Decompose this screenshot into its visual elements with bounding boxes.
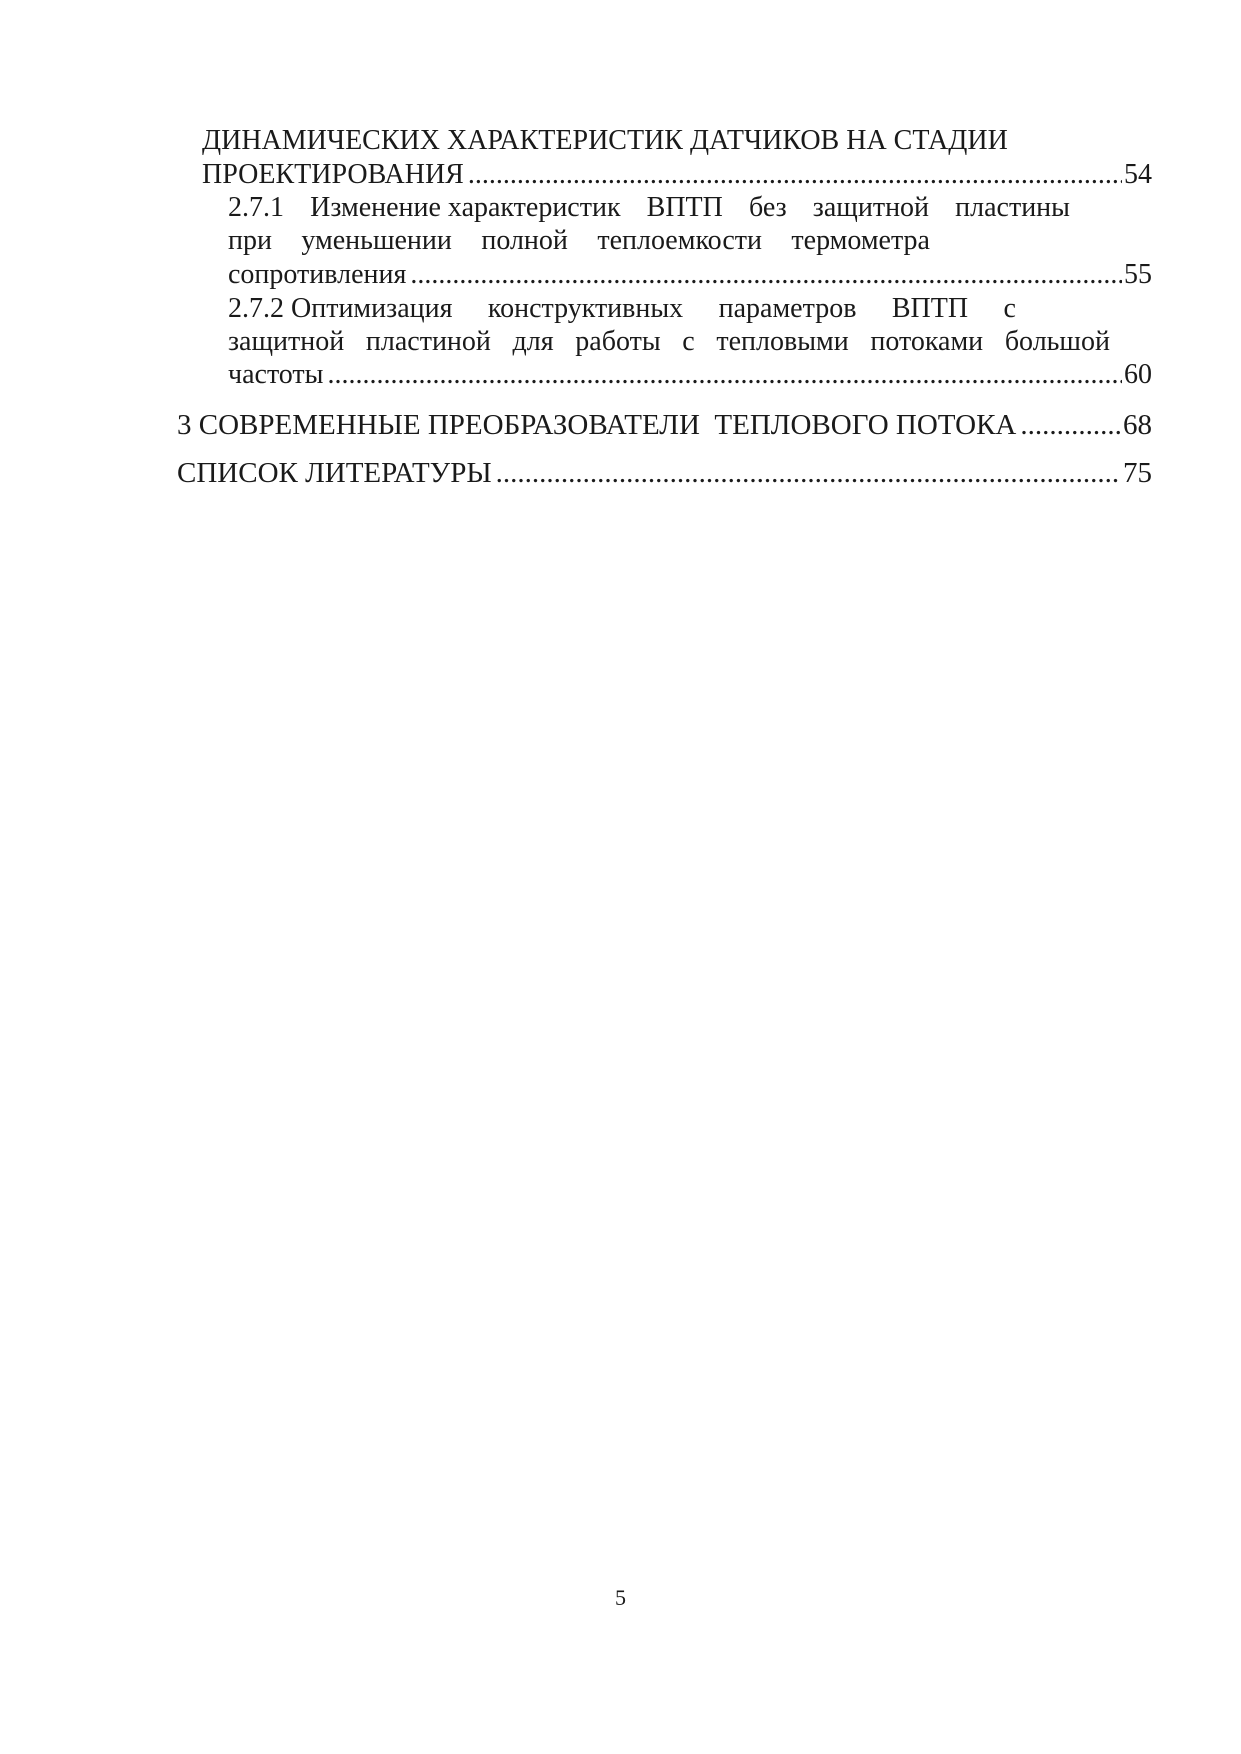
toc-word: без <box>748 192 787 223</box>
toc-word: тепловыми <box>716 326 849 357</box>
toc-word: ВПТП <box>646 192 723 223</box>
toc-word: потоками <box>870 326 984 357</box>
toc-word: при <box>228 225 272 256</box>
toc-word: параметров <box>718 293 857 324</box>
toc-page-number: 68 <box>1123 409 1152 441</box>
toc-word: Изменение характеристик <box>310 192 621 223</box>
toc-entry-text: частоты <box>228 359 324 390</box>
dot-leader <box>410 258 1122 292</box>
toc-word: ВПТП <box>891 293 969 324</box>
toc-word: 2.7.2 Оптимизация <box>228 293 453 324</box>
page-number: 5 <box>615 1585 626 1610</box>
toc-entry-references[interactable] <box>177 456 1152 490</box>
toc-word: теплоемкости <box>597 225 762 256</box>
dot-leader <box>1020 408 1121 442</box>
toc-word: большой <box>1004 326 1110 357</box>
toc-word: конструктивных <box>487 293 684 324</box>
toc-word: полной <box>481 225 568 256</box>
toc-entry-2-7-1-line2 <box>228 224 930 258</box>
dot-leader <box>327 358 1122 392</box>
toc-word: пластины <box>955 192 1070 223</box>
toc-word: термометра <box>791 225 930 256</box>
toc-word: для <box>512 326 554 357</box>
toc-entry-text: ДИНАМИЧЕСКИХ ХАРАКТЕРИСТИК ДАТЧИКОВ НА СТАДИИ <box>202 125 1008 156</box>
toc-entry-2-7-1-line3[interactable] <box>228 258 1152 292</box>
toc-word: с <box>682 326 695 357</box>
toc-entry-text: СПИСОК ЛИТЕРАТУРЫ <box>177 457 492 489</box>
dot-leader <box>468 158 1122 192</box>
toc-entry-text: 3 СОВРЕМЕННЫЕ ПРЕОБРАЗОВАТЕЛИ ТЕПЛОВОГО ПОТОКА <box>177 409 1017 441</box>
toc-word: защитной <box>228 326 345 357</box>
toc-entry-3[interactable] <box>177 408 1152 442</box>
toc-word: с <box>1003 293 1016 324</box>
toc-word: 2.7.1 <box>228 192 284 223</box>
toc-word: защитной <box>812 192 930 223</box>
toc-entry-text: ПРОЕКТИРОВАНИЯ <box>202 159 464 190</box>
toc-entry-2-7-line1 <box>202 124 1008 158</box>
toc-entry-text: сопротивления <box>228 259 407 290</box>
toc-page-number: 55 <box>1124 259 1152 290</box>
toc-page-number: 54 <box>1124 159 1152 190</box>
toc-page-number: 75 <box>1123 457 1152 489</box>
toc-entry-2-7-2-line2 <box>228 325 1110 359</box>
toc-word: пластиной <box>365 326 491 357</box>
toc-word: уменьшении <box>301 225 452 256</box>
toc-entry-2-7-2-line3[interactable] <box>228 358 1152 392</box>
toc-entry-2-7-line2[interactable] <box>202 158 1152 192</box>
toc-entry-2-7-1-line1 <box>228 191 1070 225</box>
dot-leader <box>496 456 1121 490</box>
toc-entry-2-7-2-line1 <box>228 292 1016 326</box>
toc-page-number: 60 <box>1124 359 1152 390</box>
toc-word: работы <box>575 326 661 357</box>
